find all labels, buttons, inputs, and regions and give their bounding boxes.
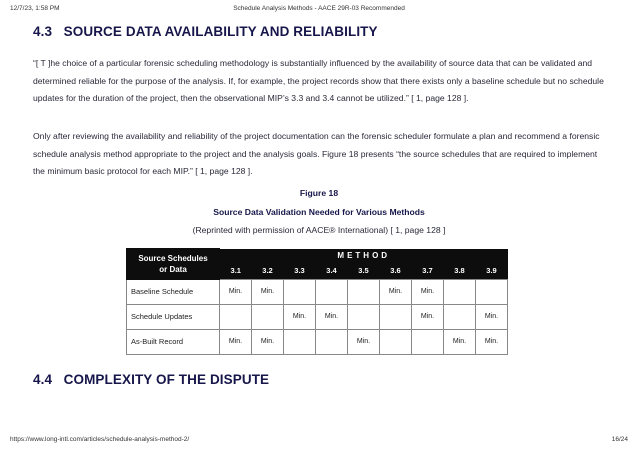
table-cell [284, 279, 316, 304]
table-row [127, 304, 508, 329]
table-cell [380, 304, 412, 329]
section-title: SOURCE DATA AVAILABILITY AND RELIABILITY [63, 24, 378, 39]
source-data-method-table [126, 248, 508, 355]
print-datetime: 12/7/23, 1:58 PM [10, 5, 60, 12]
method-header: METHOD [220, 249, 508, 263]
print-footer [10, 436, 628, 446]
method-column-header: 3.7 [412, 263, 444, 280]
table-cell: Min. [252, 279, 284, 304]
section-title: COMPLEXITY OF THE DISPUTE [63, 372, 270, 387]
method-column-header: 3.5 [348, 263, 380, 280]
method-column-header: 3.1 [220, 263, 252, 280]
quote-paragraph: “[ T ]he choice of a particular forensic scheduling methodology is substantially influenced by the availability of source data that can be validated and determined reliable for the purpose of the analysis. If, for example, the project records show that there exists only a baseline schedule but no schedule updates for the duration of the project, then the observational MIP’s 3.3 and 3.4 cannot be utilized.” [ 1, page 128 ]. [33, 58, 604, 103]
table-cell: Min. [412, 304, 444, 329]
table-cell: Min. [220, 279, 252, 304]
table-cell: Min. [476, 304, 508, 329]
table-row [127, 279, 508, 304]
table-cell: Min. [316, 304, 348, 329]
row-label: Schedule Updates [127, 304, 220, 329]
figure-credit: (Reprinted with permission of AACE® International) [ 1, page 128 ] [192, 225, 446, 235]
table-cell: Min. [252, 329, 284, 354]
method-column-header: 3.6 [380, 263, 412, 280]
figure-label: Figure 18 [299, 188, 339, 198]
table-cell [220, 304, 252, 329]
table-cell [284, 329, 316, 354]
table-cell: Min. [380, 279, 412, 304]
table-cell [476, 279, 508, 304]
table-cell [444, 279, 476, 304]
method-column-header: 3.4 [316, 263, 348, 280]
figure-title: Source Data Validation Needed for Various Methods [213, 207, 425, 217]
table-row [127, 329, 508, 354]
print-title: Schedule Analysis Methods - AACE 29R-03 Recommended [233, 5, 405, 12]
table-cell [412, 329, 444, 354]
method-column-header: 3.3 [284, 263, 316, 280]
print-header [10, 5, 628, 15]
table-cell: Min. [444, 329, 476, 354]
section-4-3-heading [33, 24, 378, 39]
row-label: As-Built Record [127, 329, 220, 354]
table-cell: Min. [476, 329, 508, 354]
table-cell [348, 279, 380, 304]
body-paragraph: Only after reviewing the availability and reliability of the project documentation can the forensic scheduler formulate a plan and recommend a forensic schedule analysis method appropriate to the project and the analysis goals. Figure 18 presents “the source schedules that are required to implement the minimum basic protocol for each MIP.” [ 1, page 128 ]. [33, 131, 600, 176]
corner-label-line2: or Data [159, 264, 187, 274]
table-cell: Min. [348, 329, 380, 354]
table-cell [380, 329, 412, 354]
method-column-header: 3.8 [444, 263, 476, 280]
section-4-4-heading [33, 372, 269, 387]
table-cell: Min. [284, 304, 316, 329]
table-corner-header [127, 249, 220, 280]
corner-label-line1: Source Schedules [138, 253, 208, 263]
table-cell [348, 304, 380, 329]
row-label: Baseline Schedule [127, 279, 220, 304]
section-number: 4.3 [33, 24, 53, 39]
footer-url: https://www.long-intl.com/articles/schedule-analysis-method-2/ [10, 436, 190, 443]
table-cell [444, 304, 476, 329]
method-column-header: 3.9 [476, 263, 508, 280]
section-number: 4.4 [33, 372, 53, 387]
table-cell [252, 304, 284, 329]
method-column-header: 3.2 [252, 263, 284, 280]
page-number: 16/24 [611, 436, 628, 443]
table-cell [316, 279, 348, 304]
table-cell: Min. [220, 329, 252, 354]
table-cell: Min. [412, 279, 444, 304]
table-cell [316, 329, 348, 354]
